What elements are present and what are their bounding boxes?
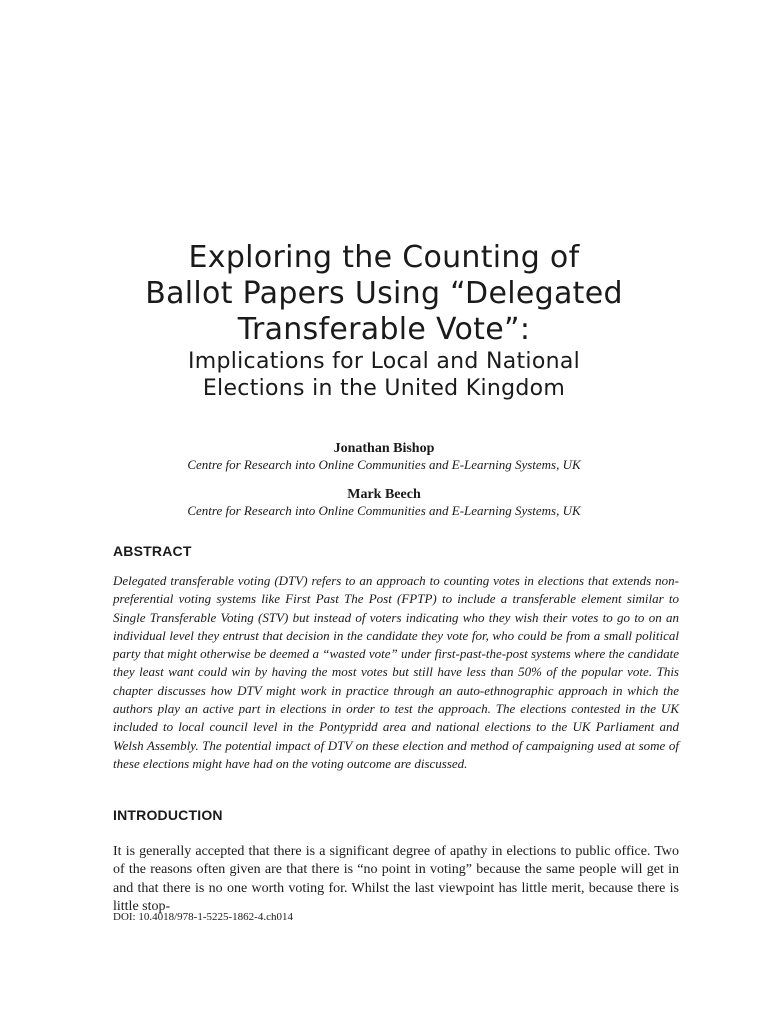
author-1 xyxy=(60,440,708,473)
abstract-heading: ABSTRACT xyxy=(113,543,192,559)
chapter-title xyxy=(60,240,708,348)
abstract-text: Delegated transferable voting (DTV) refers to an approach to counting votes in elections that extends non-preferential voting systems like First Past The Post (FPTP) to include a transferable element similar to Single Transferable Voting (STV) but instead of voters indicating who they wish their votes to go to on an individual level they entrust that decision in the candidate they vote for, who could be from a small political party that might otherwise be deemed a “wasted vote” under first-past-the-post systems where the candidate they least want could win by having the most votes but still have less than 50% of the popular vote. This chapter discusses how DTV might work in practice through an auto-ethnographic approach in which the authors play an active part in elections in order to test the approach. The elections contested in the UK included to local council level in the Pontypridd area and national elections to the UK Parliament and Welsh Assembly. The potential impact of DTV on these election and method of campaigning used at some of these elections might have had on the voting outcome are discussed. xyxy=(113,573,679,771)
author-affiliation: Centre for Research into Online Communities and E-Learning Systems, UK xyxy=(187,503,581,518)
author-name: Mark Beech xyxy=(347,487,421,502)
title-line-3: Transferable Vote”: xyxy=(237,312,531,347)
author-name: Jonathan Bishop xyxy=(333,441,435,456)
author-affiliation: Centre for Research into Online Communities and E-Learning Systems, UK xyxy=(187,457,581,472)
subtitle-line-2: Elections in the United Kingdom xyxy=(202,376,566,401)
introduction-text: It is generally accepted that there is a significant degree of apathy in elections to public office. Two of the reasons often given are that there is “no point in voting” because the same people will get in and that there is no one worth voting for. Whilst the last viewpoint has little merit, because there is little stop- xyxy=(113,844,679,914)
introduction-heading: INTRODUCTION xyxy=(113,807,223,823)
chapter-subtitle xyxy=(60,348,708,402)
title-line-2: Ballot Papers Using “Delegated xyxy=(145,276,623,311)
doi: DOI: 10.4018/978-1-5225-1862-4.ch014 xyxy=(113,911,293,923)
title-line-1: Exploring the Counting of xyxy=(188,240,580,275)
authors xyxy=(60,440,708,519)
subtitle-line-1: Implications for Local and National xyxy=(187,349,581,374)
author-2 xyxy=(60,486,708,519)
title-block xyxy=(60,240,708,402)
